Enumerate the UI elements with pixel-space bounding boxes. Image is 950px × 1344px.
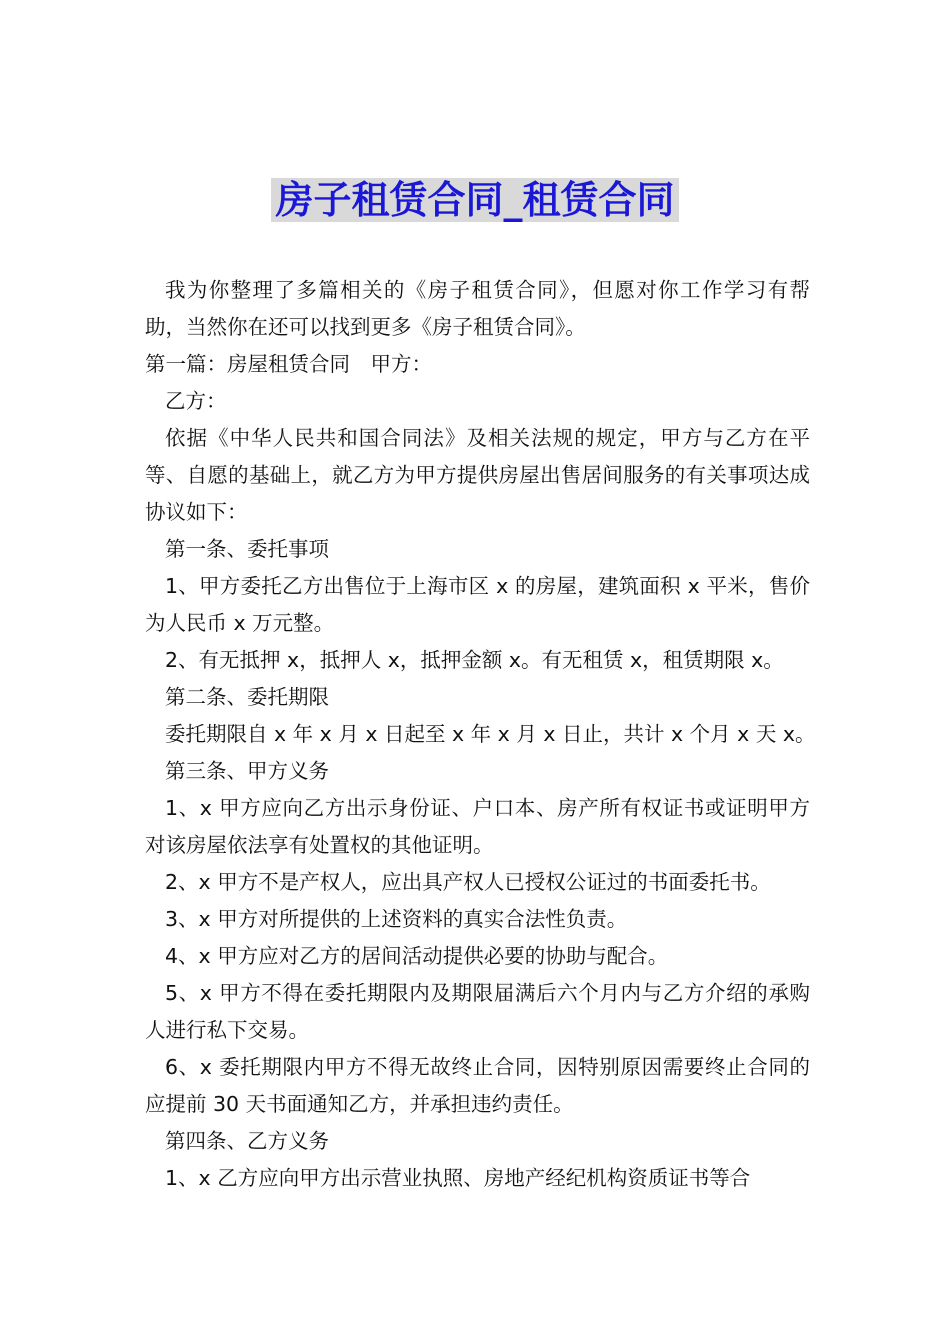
article-3-clause-5: 5、x 甲方不得在委托期限内及期限届满后六个月内与乙方介绍的承购人进行私下交易。 xyxy=(145,981,810,1042)
paragraph-party-b: 乙方： xyxy=(165,389,227,413)
article-1-heading: 第一条、委托事项 xyxy=(165,537,329,561)
article-4-heading: 第四条、乙方义务 xyxy=(165,1129,329,1153)
paragraph-intro: 我为你整理了多篇相关的《房子租赁合同》，但愿对你工作学习有帮助，当然你在还可以找到更多《房子租赁合同》。 xyxy=(145,278,810,339)
article-3-clause-3: 3、x 甲方对所提供的上述资料的真实合法性负责。 xyxy=(165,907,628,931)
article-3-clause-6: 6、x 委托期限内甲方不得无故终止合同，因特别原因需要终止合同的应提前 30 天书面通知乙方，并承担违约责任。 xyxy=(145,1055,810,1116)
paragraph-preamble: 依据《中华人民共和国合同法》及相关法规的规定，甲方与乙方在平等、自愿的基础上，就乙方为甲方提供房屋出售居间服务的有关事项达成协议如下： xyxy=(145,426,810,524)
paragraph-section-heading: 第一篇：房屋租赁合同 甲方： xyxy=(145,352,432,376)
article-3-clause-1: 1、x 甲方应向乙方出示身份证、户口本、房产所有权证书或证明甲方对该房屋依法享有处置权的其他证明。 xyxy=(145,796,810,857)
article-2-clause: 委托期限自 x 年 x 月 x 日起至 x 年 x 月 x 日止，共计 x 个月 x 天 x。 xyxy=(165,722,816,746)
article-4-clause-1: 1、x 乙方应向甲方出示营业执照、房地产经纪机构资质证书等合 xyxy=(165,1166,751,1190)
document-title: 房子租赁合同_租赁合同 xyxy=(271,178,678,222)
title-container xyxy=(0,178,950,222)
article-1-clause-1: 1、甲方委托乙方出售位于上海市区 x 的房屋，建筑面积 x 平米，售价为人民币 x 万元整。 xyxy=(145,574,810,635)
article-3-heading: 第三条、甲方义务 xyxy=(165,759,329,783)
article-2-heading: 第二条、委托期限 xyxy=(165,685,329,709)
document-body xyxy=(145,272,816,1197)
article-1-clause-2: 2、有无抵押 x，抵押人 x，抵押金额 x。有无租赁 x，租赁期限 x。 xyxy=(165,648,784,672)
article-3-clause-4: 4、x 甲方应对乙方的居间活动提供必要的协助与配合。 xyxy=(165,944,669,968)
article-3-clause-2: 2、x 甲方不是产权人，应出具产权人已授权公证过的书面委托书。 xyxy=(165,870,771,894)
